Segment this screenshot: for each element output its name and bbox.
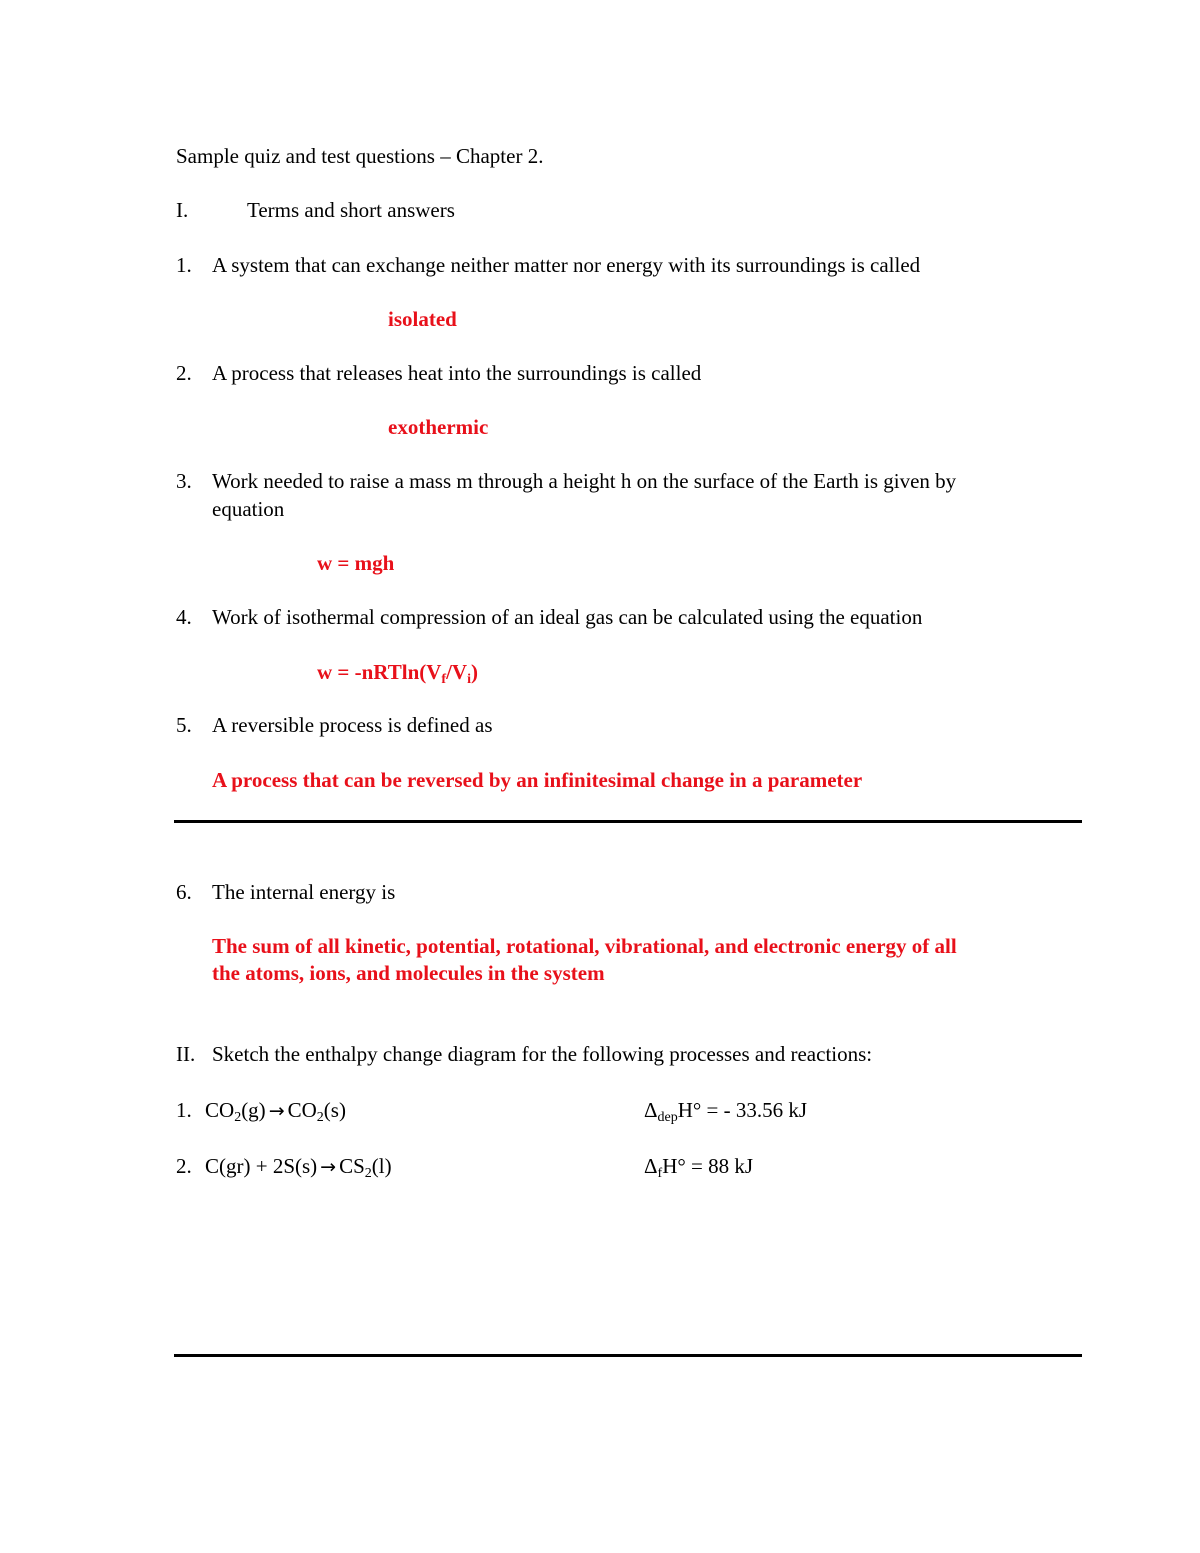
horizontal-rule-1 (174, 820, 1082, 823)
question-3-text-line-1: Work needed to raise a mass m through a height h on the surface of the Earth is given by (212, 469, 957, 493)
section-2-number: II. (176, 1042, 196, 1066)
reaction-arrow-icon: → (268, 1100, 285, 1122)
question-1-text: A system that can exchange neither matter nor energy with its surroundings is called (212, 253, 921, 277)
reaction-2-number: 2. (176, 1154, 192, 1178)
reaction-2-equation (205, 1153, 392, 1180)
question-5-text: A reversible process is defined as (212, 713, 493, 737)
reaction-2-enthalpy (644, 1153, 753, 1179)
section-2-heading: Sketch the enthalpy change diagram for the following processes and reactions: (212, 1042, 873, 1066)
question-4-text: Work of isothermal compression of an ideal gas can be calculated using the equation (212, 605, 923, 629)
reaction-arrow-icon: → (320, 1156, 337, 1178)
delta-subscript: dep (657, 1110, 678, 1125)
subscript-f: f (441, 672, 447, 687)
question-5-answer: A process that can be reversed by an infinitesimal change in a parameter (212, 768, 863, 792)
delta-subscript: f (657, 1166, 663, 1181)
reaction-1-enthalpy (644, 1097, 807, 1123)
answer-part: w = -nRTln(V (317, 660, 442, 684)
question-3-answer: w = mgh (317, 551, 395, 575)
delta-symbol: Δ (644, 1098, 658, 1122)
answer-part: /V (446, 660, 468, 684)
product: CS (339, 1154, 365, 1178)
question-2-text: A process that releases heat into the surroundings is called (212, 361, 702, 385)
question-6-text: The internal energy is (212, 880, 396, 904)
subscript: 2 (316, 1110, 324, 1125)
question-6-number: 6. (176, 880, 192, 904)
product: CO (287, 1098, 317, 1122)
enthalpy-value: H° = - 33.56 kJ (677, 1098, 808, 1122)
reaction-1-number: 1. (176, 1098, 192, 1122)
question-3-number: 3. (176, 469, 192, 493)
product-state: (l) (371, 1154, 392, 1178)
section-1-number: I. (176, 198, 189, 222)
horizontal-rule-2 (174, 1354, 1082, 1357)
question-2-answer: exothermic (388, 415, 489, 439)
question-4-number: 4. (176, 605, 192, 629)
subscript: 2 (234, 1110, 242, 1125)
question-6-answer-line-1: The sum of all kinetic, potential, rotational, vibrational, and electronic energy of all (212, 934, 957, 958)
product-state: (s) (323, 1098, 346, 1122)
subscript: 2 (364, 1166, 372, 1181)
answer-part: ) (470, 660, 478, 684)
reactant: CO (205, 1098, 235, 1122)
enthalpy-value: H° = 88 kJ (662, 1154, 754, 1178)
question-1-number: 1. (176, 253, 192, 277)
question-3-text-line-2: equation (212, 497, 285, 521)
question-6-answer-line-2: the atoms, ions, and molecules in the system (212, 961, 605, 985)
reactants: C(gr) + 2S(s) (205, 1154, 318, 1178)
subscript-i: i (467, 672, 471, 687)
section-1-heading: Terms and short answers (247, 198, 455, 222)
reactant-state: (g) (241, 1098, 266, 1122)
question-1-answer: isolated (388, 307, 457, 331)
reaction-1-equation (205, 1097, 346, 1124)
delta-symbol: Δ (644, 1154, 658, 1178)
question-4-answer (317, 659, 478, 685)
question-2-number: 2. (176, 361, 192, 385)
question-5-number: 5. (176, 713, 192, 737)
page-title: Sample quiz and test questions – Chapter 2. (176, 144, 544, 168)
